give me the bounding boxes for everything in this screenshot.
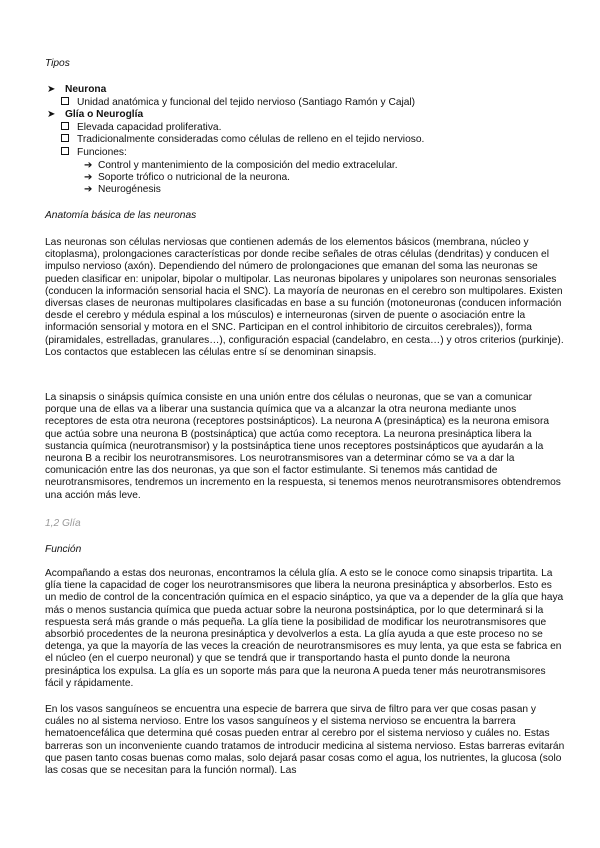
funciones-item-text: Neurogénesis [98, 184, 161, 195]
glia-item [61, 122, 221, 134]
neurona-item-text: Unidad anatómica y funcional del tejido nervioso (Santiago Ramón y Cajal) [77, 97, 416, 108]
funciones-item [84, 160, 398, 172]
glia-item-text: Tradicionalmente consideradas como células de relleno en el tejido nervioso. [77, 134, 425, 145]
checkbox-bullet-icon [61, 147, 69, 155]
bullet-neurona-label: Neurona [65, 84, 107, 95]
arrowhead-bullet-icon: ➤ [47, 84, 56, 95]
neurona-item [61, 97, 415, 109]
arrow-right-icon: ➔ [84, 160, 93, 171]
tipos-heading: Tipos [45, 58, 70, 69]
glia-item [61, 147, 127, 159]
paragraph-glia-funcion: Acompañando a estas dos neuronas, encontramos la célula glía. A esto se le conoce como sinapsis tripartita. La glía tiene la capacidad de coger los neurotransmisores que libera la neurona presináptica y absorberlos. Esto es un medio de control de la concentración química en el espacio sináptico, ya que va a depender de la glía que haya más o menos sustancia química que pueda actuar sobre la neurona postsináptica, por lo que determinará si la respuesta será más grande o más pequeña. La glía tiene la posibilidad de modificar los neurotransmisores que absorbió procedentes de la neurona presináptica y devolverlos a esta. La glía ayuda a que este proceso no se detenga, ya que la mayoría de las veces la creación de neurotransmisores es muy lenta, ya que esta se fabrica en el núcleo (en el cuerpo neuronal) y que se tendrá que ir transportando hasta el punto donde la neurona presináptica los expulsa. La glía es un soporte más para que la neurona A pueda tener más neurotransmisores fácil y rápidamente. [45, 568, 564, 689]
funcion-heading: Función [45, 544, 82, 555]
arrow-right-icon: ➔ [84, 184, 93, 195]
arrow-right-icon: ➔ [84, 172, 93, 183]
glia-item-text: Funciones: [77, 147, 127, 158]
funciones-item [84, 184, 161, 196]
arrowhead-bullet-icon: ➤ [47, 109, 56, 120]
checkbox-bullet-icon [61, 97, 69, 105]
bullet-glia [47, 109, 143, 121]
paragraph-neuronas: Las neuronas son células nerviosas que contienen además de los elementos básicos (membrana, núcleo y citoplasma), prolongaciones características por donde recibe señales de otras células (dendritas) y conducen el impulso nervioso (axón). Dependiendo del número de prolongaciones que emanan del soma las neuronas se pueden clasificar en: unipolar, bipolar o multipolar. Las neuronas bipolares y unipolares son neuronas sensoriales (conducen la información sensorial hacia el SNC). La mayoría de neuronas en el cerebro son multipolares. Existen diversas clases de neuronas multipolares clasificadas en base a su función (motoneuronas (conducen información desde el cerebro y médula espinal a los músculos) e interneuronas (sirven de puente o asociación entre la información sensorial y motora en el SNC. Participan en el control inhibitorio de circuitos cerebrales)), forma (piramidales, estrelladas, granulares…), configuración espacial (candelabro, en cesta…) y otros criterios (purkinje). Los contactos que establecen las células entre sí se denominan sinapsis. [45, 237, 564, 358]
funciones-item-text: Soporte trófico o nutricional de la neurona. [98, 172, 290, 183]
paragraph-barrera: En los vasos sanguíneos se encuentra una especie de barrera que sirva de filtro para ver que cosas pasan y cuáles no al sistema nervioso. Entre los vasos sanguíneos y el sistema nervioso se encuentra la barrera hematoencefálica que determina qué cosas pueden entrar al cerebro por el sistema nervioso y cuáles no. Estas barreras son un inconveniente cuando tratamos de introducir medicina al sistema nervioso. Estas barreras evitarán que pasen tanto cosas buenas como malas, solo dejará pasar cosas como el agua, los nutrientes, la glucosa (solo las cosas que se necesitan para la función normal). Las [45, 704, 565, 777]
funciones-item-text: Control y mantenimiento de la composición del medio extracelular. [98, 160, 398, 171]
bullet-glia-label: Glía o Neuroglía [65, 109, 144, 120]
glia-section-heading: 1,2 Glía [45, 518, 81, 529]
anatomia-heading: Anatomía básica de las neuronas [45, 210, 197, 221]
paragraph-sinapsis: La sinapsis o sinápsis química consiste en una unión entre dos células o neuronas, que se van a comunicar porque una de ellas va a liberar una sustancia química que va a alcanzar la otra neurona mediante unos receptores de esta otra neurona (receptores postsinápticos). La neurona A (presináptica) es la neurona emisora que actúa sobre una neurona B (postsináptica) que actúa como receptora. La neurona presináptica libera la sustancia química (neurotransmisor) y la postsináptica tiene unos receptores postsinápticos que ayudarán a la neurona B a recibir los neurotransmisores. Los neurotransmisores van a determinar cómo se va a dar la comunicación entre las dos neuronas, ya que son el factor estimulante. Si tenemos más cantidad de neurotransmisores, tendremos un incremento en la respuesta, si tenemos menos neurotransmisores obtendremos una acción más leve. [45, 392, 561, 501]
funciones-item [84, 172, 290, 184]
glia-item [61, 134, 424, 146]
glia-item-text: Elevada capacidad proliferativa. [77, 122, 222, 133]
bullet-neurona [47, 84, 106, 96]
checkbox-bullet-icon [61, 134, 69, 142]
checkbox-bullet-icon [61, 122, 69, 130]
